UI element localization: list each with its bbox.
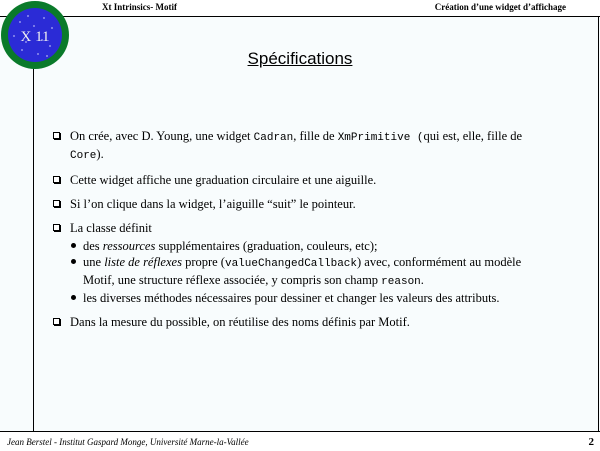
text-run: Dans la mesure du possible, on réutilise des noms définis par Motif. [70,315,410,329]
square-bullet-icon [53,224,60,231]
slide-title: Spécifications [247,49,353,68]
list-item [53,314,553,330]
text-run: les diverses méthodes nécessaires pour dessiner et changer les valeurs des attributs. [83,291,500,305]
page-number: 2 [588,436,594,448]
code-text: reason [381,276,421,288]
text-run: des [83,239,103,253]
text-run: , fille de [293,129,338,143]
logo-text: X 11 [20,29,50,45]
text-run: qui est, elle, fille de [423,129,523,143]
round-bullet-icon [71,259,76,264]
header-bar [0,0,600,17]
text-run: ) avec, conformément au modèle Motif, une structure réflexe associée, y compris son champ [83,255,522,287]
text-run: . [420,273,424,287]
list-item-text [70,172,553,188]
list-item-text [70,128,553,164]
list-item [53,128,553,164]
footer-bar [0,431,600,451]
code-text: XmPrimitive ( [337,132,424,144]
header-left: Xt Intrinsics- Motif [102,2,177,12]
text-run: ). [96,147,104,161]
bullet-list [53,128,553,338]
square-bullet-icon [53,176,60,183]
list-item-text [70,196,553,212]
sub-list-item [70,290,553,306]
sub-list [70,238,553,306]
text-run: une [83,255,105,269]
sub-list-item [70,238,553,254]
list-item-text [70,220,553,236]
list-item [53,196,553,212]
code-text: Core [70,150,97,162]
footer-author: Jean Berstel - Institut Gaspard Monge, Université Marne-la-Vallée [7,437,249,447]
text-run: On crée, avec D. Young, une widget [70,129,254,143]
round-bullet-icon [71,295,76,300]
text-run: Cette widget affiche une graduation circulaire et une aiguille. [70,173,377,187]
square-bullet-icon [53,318,60,325]
emphasis-text: liste de réflexes [104,255,182,269]
code-text: Cadran [253,132,294,144]
square-bullet-icon [53,132,60,139]
list-item-text [70,314,553,330]
sub-list-item [70,254,553,290]
list-item [53,220,553,306]
text-run: Si l’on clique dans la widget, l’aiguille “suit” le pointeur. [70,197,356,211]
square-bullet-icon [53,200,60,207]
text-run: supplémentaires (graduation, couleurs, etc); [155,239,378,253]
header-right: Création d’une widget d’affichage [434,2,566,12]
emphasis-text: ressources [102,239,156,253]
code-text: valueChangedCallback [224,258,358,270]
round-bullet-icon [71,243,76,248]
text-run: La classe définit [70,221,152,235]
list-item [53,172,553,188]
text-run: propre ( [181,255,225,269]
